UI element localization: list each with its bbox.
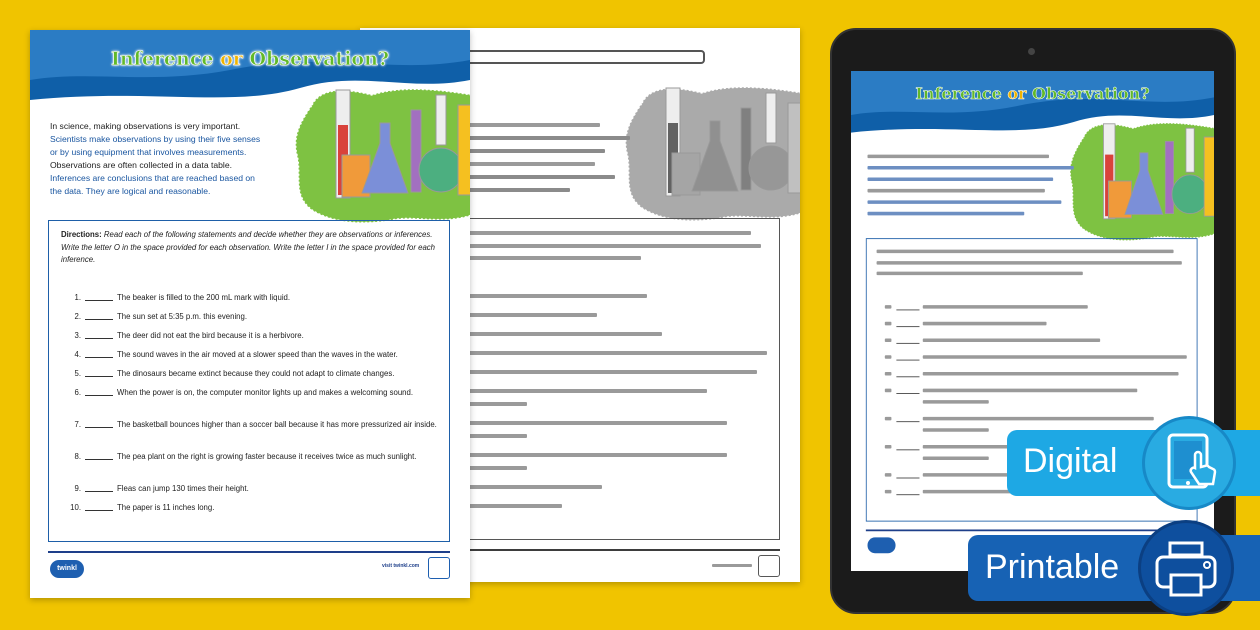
question-placeholder (923, 389, 1138, 393)
question-number: 1. (74, 293, 81, 302)
answer-blank[interactable] (85, 338, 113, 339)
answer-blank (896, 309, 919, 310)
intro-line: Observations are often collected in a data table. (50, 160, 233, 170)
question-placeholder (923, 428, 989, 432)
number-placeholder (885, 372, 892, 376)
intro-line: or by using equipment that involves measurements. (50, 147, 247, 157)
question-text: The deer did not eat the bird because it is a herbivore. (117, 331, 304, 340)
question-number: 9. (74, 484, 81, 493)
question-placeholder (923, 305, 1088, 309)
intro-line: In science, making observations is very important. (50, 121, 241, 131)
tablet-camera (1028, 48, 1035, 55)
title-or: or (220, 48, 243, 70)
answer-blank (896, 326, 919, 327)
answer-blank[interactable] (85, 459, 113, 460)
question-placeholder (923, 417, 1154, 421)
number-placeholder (885, 417, 892, 421)
visit-link: visit twinkl.com (382, 563, 420, 569)
answer-blank (896, 494, 919, 495)
question-placeholder (447, 485, 602, 489)
quality-seal-icon (758, 555, 780, 577)
question-placeholder (923, 372, 1179, 376)
number-placeholder (885, 389, 892, 393)
worksheet-title (30, 48, 470, 70)
question-number: 5. (74, 369, 81, 378)
directions-text: Read each of the following statements and decide whether they are observations or inferences. Write the letter O in the space provided for each observation. Write the letter I in the space provided for each inference. (61, 230, 436, 264)
question-placeholder (923, 355, 1187, 359)
question-placeholder (923, 339, 1100, 343)
question-text: The sound waves in the air moved at a slower speed than the waves in the water. (117, 350, 398, 359)
answer-blank[interactable] (85, 395, 113, 396)
intro-line-placeholder (868, 177, 1054, 181)
question-placeholder (447, 351, 767, 355)
intro-line: Inferences are conclusions that are reached based on (50, 173, 255, 183)
answer-blank (896, 360, 919, 361)
intro-text (50, 120, 290, 198)
number-placeholder (885, 355, 892, 359)
question-text: The paper is 11 inches long. (117, 503, 215, 512)
footer-divider (48, 551, 450, 553)
answer-blank[interactable] (85, 427, 113, 428)
question-placeholder (923, 322, 1047, 326)
question-placeholder (923, 456, 989, 460)
answer-blank (896, 421, 919, 422)
question-text: When the power is on, the computer monitor lights up and makes a welcoming sound. (117, 388, 414, 397)
question-placeholder (447, 421, 727, 425)
answer-blank[interactable] (85, 491, 113, 492)
answer-blank (896, 376, 919, 377)
question-placeholder (447, 370, 757, 374)
question-number: 3. (74, 331, 81, 340)
title-placeholder (455, 50, 705, 64)
number-placeholder (885, 473, 892, 477)
lab-glassware-illustration (1067, 119, 1214, 242)
number-placeholder (885, 490, 892, 494)
tablet-touch-icon (1142, 416, 1236, 510)
answer-blank (896, 343, 919, 344)
intro-line: Scientists make observations by using their five senses (50, 134, 261, 144)
question-text: The dinosaurs became extinct because they could not adapt to climate changes. (117, 369, 395, 378)
answer-blank[interactable] (85, 300, 113, 301)
question-text: The pea plant on the right is growing faster because it receives twice as much sunlight. (117, 452, 417, 461)
visit-link-placeholder (712, 564, 752, 567)
tablet-title-part1: Inference (915, 84, 1002, 103)
intro-line-placeholder (868, 212, 1025, 216)
twinkl-logo (868, 537, 896, 553)
tablet-worksheet-title (851, 84, 1214, 103)
intro-line-placeholder (868, 166, 1074, 170)
tablet-title-or: or (1007, 84, 1027, 103)
question-text: The beaker is filled to the 200 mL mark with liquid. (117, 293, 291, 302)
printable-label: Printable (985, 548, 1120, 586)
answer-blank[interactable] (85, 510, 113, 511)
number-placeholder (885, 445, 892, 449)
answer-blank[interactable] (85, 376, 113, 377)
question-placeholder (447, 332, 662, 336)
directions-label: Directions: (61, 230, 102, 239)
question-text: The sun set at 5:35 p.m. this evening. (117, 312, 248, 321)
title-part2: Observation? (249, 48, 390, 70)
question-placeholder (923, 400, 989, 404)
intro-line-placeholder (868, 155, 1050, 159)
worksheet-color (30, 30, 470, 598)
question-placeholder (923, 490, 1018, 494)
tablet-title-part2: Observation? (1032, 84, 1150, 103)
directions (61, 229, 441, 267)
number-placeholder (885, 322, 892, 326)
quality-seal-icon (428, 557, 450, 579)
digital-label: Digital (1023, 442, 1118, 480)
twinkl-logo: twinkl (50, 560, 84, 578)
intro-line-placeholder (868, 189, 1045, 193)
question-number: 7. (74, 420, 81, 429)
question-placeholder (447, 294, 647, 298)
question-number: 6. (74, 388, 81, 397)
question-number: 2. (74, 312, 81, 321)
question-placeholder (447, 389, 707, 393)
number-placeholder (885, 339, 892, 343)
intro-line-placeholder (868, 200, 1062, 204)
question-number: 8. (74, 452, 81, 461)
answer-blank (896, 478, 919, 479)
question-text: Fleas can jump 130 times their height. (117, 484, 249, 493)
title-part1: Inference (110, 48, 214, 70)
question-number: 10. (70, 503, 81, 512)
directions-placeholder (877, 250, 1174, 254)
question-placeholder (447, 453, 727, 457)
directions-box (48, 220, 450, 542)
answer-blank (896, 393, 919, 394)
answer-blank[interactable] (85, 319, 113, 320)
number-placeholder (885, 305, 892, 309)
question-text: The basketball bounces higher than a soccer ball because it has more pressurized air inside. (117, 420, 437, 429)
intro-line: the data. They are logical and reasonable. (50, 186, 211, 196)
directions-placeholder (877, 272, 1083, 276)
answer-blank (896, 449, 919, 450)
answer-blank[interactable] (85, 357, 113, 358)
lab-glassware-illustration (622, 83, 800, 223)
question-number: 4. (74, 350, 81, 359)
printer-icon (1138, 520, 1234, 616)
directions-placeholder (877, 261, 1182, 265)
lab-glassware-illustration (292, 85, 470, 225)
